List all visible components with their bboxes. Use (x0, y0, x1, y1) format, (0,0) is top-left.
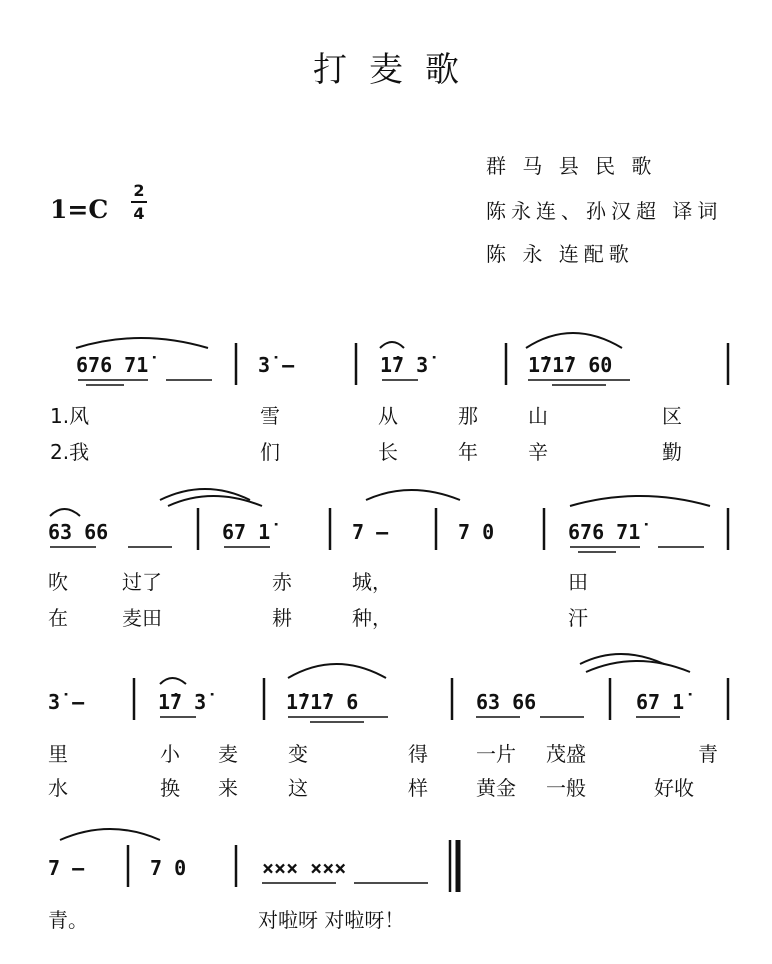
r3-v2-w2: 换 (160, 776, 180, 800)
r1-v1-w6: 区 (662, 404, 682, 428)
r1-m4-notes: 1̇71̇7 60 (528, 353, 613, 377)
r2-m4-notes: 7 0 (458, 520, 495, 544)
slur (168, 496, 262, 506)
slur (50, 509, 80, 516)
song-title: 打麦歌 (313, 50, 481, 90)
r3-v2-w5: 样 (408, 776, 428, 800)
r3-v2-w4: 这 (288, 776, 308, 800)
r1-v1-w5: 山 (528, 404, 548, 428)
key-signature: 1=C (50, 195, 109, 224)
r1-v2-w1: 2.我 (50, 440, 90, 464)
r3-m2-notes: 1̇7 3̇ (158, 690, 207, 714)
r1-v2-w4: 年 (458, 440, 478, 464)
r3-v1-w6: 一片 (476, 742, 516, 766)
r4-m1-notes: 7 — (48, 856, 85, 880)
r3-v1-w4: 变 (288, 742, 308, 766)
r4-v1-w2: 对啦呀 对啦呀！ (258, 908, 405, 932)
r2-v1-w2: 过了 (122, 570, 162, 594)
r3-v2-w8: 好收 (654, 776, 694, 800)
r3-m5-notes: 67 1̇ (636, 690, 685, 714)
credit-origin: 群 马 县 民 歌 (486, 154, 657, 178)
r1-v1-w2: 雪 (260, 404, 280, 428)
r1-v2-w2: 们 (260, 440, 280, 464)
r1-m1-notes: 676 71̇ (76, 353, 149, 377)
credit-arranger: 陈 永 连配歌 (486, 242, 634, 266)
time-signature-bottom: 4 (133, 204, 145, 223)
r1-v1-w3: 从 (378, 404, 398, 428)
r3-v2-w6: 黄金 (476, 776, 516, 800)
r3-v2-w3: 来 (218, 776, 238, 800)
r4-v1-w1: 青。 (48, 908, 88, 932)
r1-v2-w3: 长 (378, 440, 398, 464)
credit-translators: 陈永连、孙汉超 译词 (486, 199, 723, 223)
r2-v1-w1: 吹 (48, 570, 68, 594)
r1-v2-w6: 勤 (662, 440, 682, 464)
r3-m3-notes: 1̇71̇7 6 (286, 690, 359, 714)
r3-v1-w2: 小 (160, 742, 180, 766)
r1-v1-w4: 那 (458, 404, 478, 428)
r3-v1-w1: 里 (48, 742, 68, 766)
r2-v2-w3: 耕 (272, 606, 292, 630)
r2-v2-w5: 汗 (568, 606, 588, 630)
r4-m2-notes: 7 0 (150, 856, 187, 880)
r1-m2-notes: 3̇ — (258, 353, 295, 377)
r2-v2-w2: 麦田 (122, 606, 162, 630)
r1-m3-notes: 1̇7 3̇ (380, 353, 429, 377)
slur (76, 338, 208, 348)
barlines (128, 343, 728, 892)
r3-v1-w5: 得 (408, 742, 428, 766)
slur (380, 342, 404, 348)
r3-v1-w3: 麦 (218, 742, 238, 766)
slur (526, 333, 622, 348)
r2-v1-w4: 城， (352, 570, 392, 594)
slur (366, 490, 460, 500)
time-signature-top: 2 (133, 181, 145, 200)
r2-v2-w4: 种， (352, 606, 392, 630)
r2-m2-notes: 67 1̇ (222, 520, 271, 544)
r2-m5-notes: 676 71̇ (568, 520, 641, 544)
r3-v1-w8: 青 (698, 742, 718, 766)
r2-m3-notes: 7 — (352, 520, 389, 544)
slur (160, 678, 186, 684)
slur (586, 661, 690, 672)
underlines (50, 380, 704, 883)
r3-m1-notes: 3̇ — (48, 690, 85, 714)
r4-m3-notes: ××× ××× (262, 856, 347, 880)
r2-v1-w3: 赤 (272, 570, 292, 594)
r3-v1-w7: 茂盛 (546, 742, 586, 766)
r2-m1-notes: 63 66 (48, 520, 109, 544)
r3-v2-w7: 一般 (546, 776, 586, 800)
slur (570, 496, 710, 506)
r1-v1-w1: 1.风 (50, 404, 90, 428)
slurs (50, 333, 710, 840)
r3-v2-w1: 水 (48, 776, 68, 800)
slur (60, 829, 160, 840)
slur (288, 664, 386, 678)
r2-v2-w1: 在 (48, 606, 68, 630)
r1-v2-w5: 辛 (528, 440, 548, 464)
r3-m4-notes: 63 66 (476, 690, 537, 714)
r2-v1-w5: 田 (568, 570, 588, 594)
